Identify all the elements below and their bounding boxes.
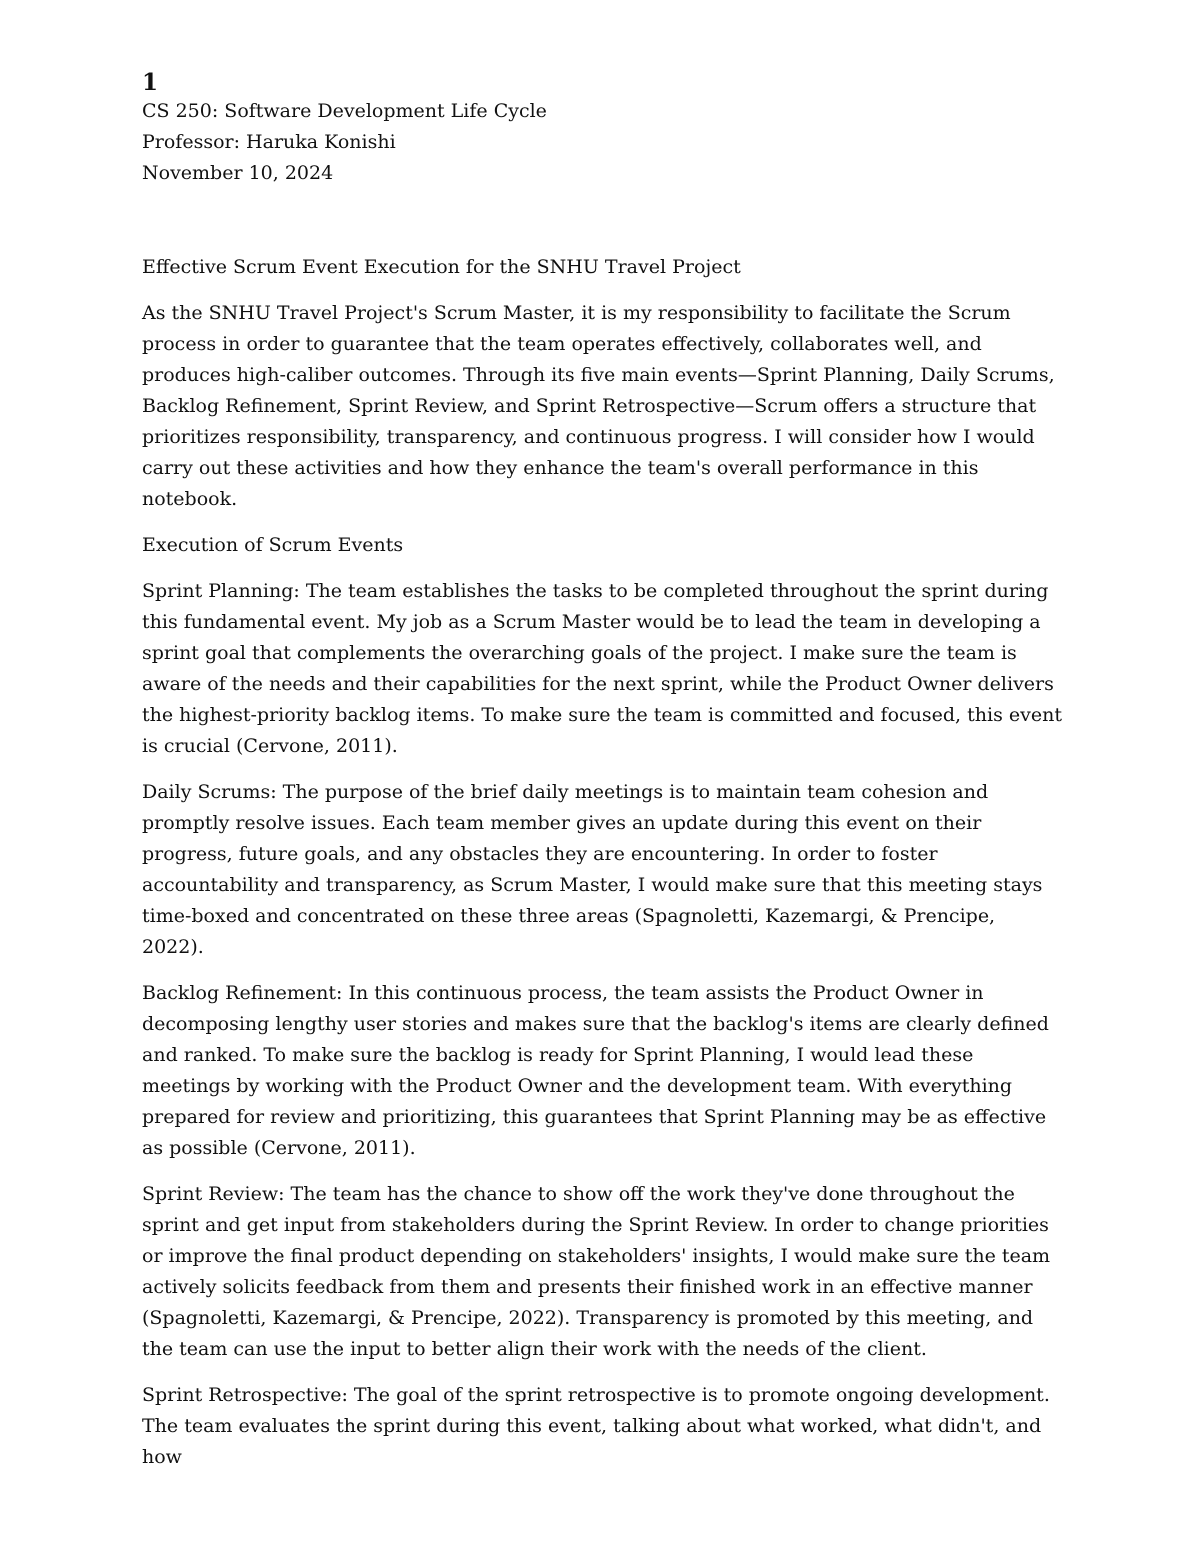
paragraph-sprint-planning: Sprint Planning: The team establishes the tasks to be completed throughout the sprint during this fundamental event. My job as a Scrum Master would be to lead the team in developing a sprint goal that complements the overarching goals of the project. I make sure the team is aware of the needs and their capabilities for the next sprint, while the Product Owner delivers the highest-priority backlog items. To make sure the team is committed and focused, this event is crucial (Cervone, 2011). <box>142 580 1062 757</box>
date-line: November 10, 2024 <box>142 162 334 184</box>
document-title: Effective Scrum Event Execution for the SNHU Travel Project <box>142 256 741 278</box>
paragraph-daily-scrums: Daily Scrums: The purpose of the brief daily meetings is to maintain team cohesion and promptly resolve issues. Each team member gives an update during this event on their progress, future goals, and any obstacles they are encountering. In order to foster accountability and transparency, as Scrum Master, I would make sure that this meeting stays time-boxed and concentrated on these three areas (Spagnoletti, Kazemargi, & Prencipe, 2022). <box>142 781 1043 958</box>
paragraph-backlog-refinement: Backlog Refinement: In this continuous process, the team assists the Product Owner in decomposing lengthy user stories and makes sure that the backlog's items are clearly defined and ranked. To make sure the backlog is ready for Sprint Planning, I would lead these meetings by working with the Product Owner and the development team. With everything prepared for review and prioritizing, this guarantees that Sprint Planning may be as effective as possible (Cervone, 2011). <box>142 982 1049 1159</box>
paragraph-sprint-retrospective: Sprint Retrospective: The goal of the sprint retrospective is to promote ongoing development. The team evaluates the sprint during this event, talking about what worked, what didn't, and how <box>142 1384 1050 1468</box>
intro-paragraph: As the SNHU Travel Project's Scrum Master, it is my responsibility to facilitate the Scrum process in order to guarantee that the team operates effectively, collaborates well, and produces high-caliber outcomes. Through its five main events—Sprint Planning, Daily Scrums, Backlog Refinement, Sprint Review, and Sprint Retrospective—Scrum offers a structure that prioritizes responsibility, transparency, and continuous progress. I will consider how I would carry out these activities and how they enhance the team's overall performance in this notebook. <box>142 302 1055 510</box>
header-spacer <box>142 189 1062 252</box>
page-number: 1 <box>142 69 159 96</box>
section-heading: Execution of Scrum Events <box>142 534 404 556</box>
professor-line: Professor: Haruka Konishi <box>142 131 396 153</box>
paragraph-sprint-review: Sprint Review: The team has the chance to show off the work they've done throughout the sprint and get input from stakeholders during the Sprint Review. In order to change priorities or improve the final product depending on stakeholders' insights, I would make sure the team actively solicits feedback from them and presents their finished work in an effective manner (Spagnoletti, Kazemargi, & Prencipe, 2022). Transparency is promoted by this meeting, and the team can use the input to better align their work with the needs of the client. <box>142 1183 1051 1360</box>
document-content <box>142 70 1062 1488</box>
course-line: CS 250: Software Development Life Cycle <box>142 100 547 122</box>
